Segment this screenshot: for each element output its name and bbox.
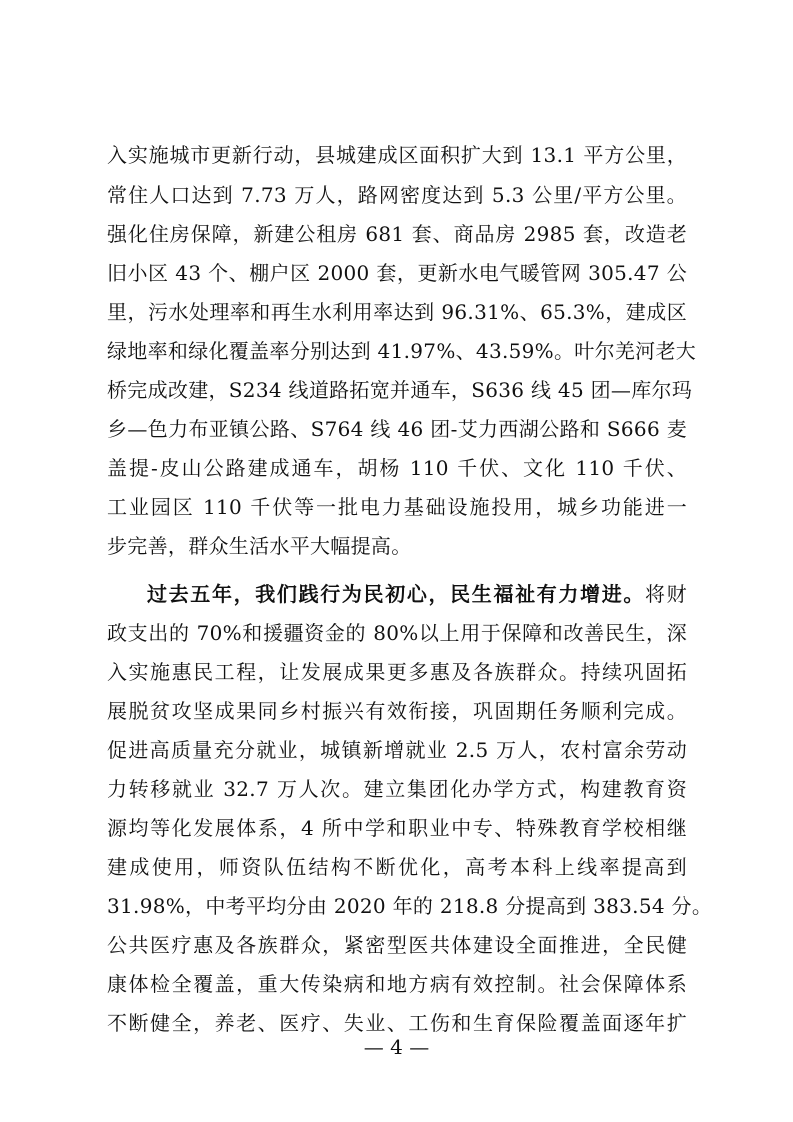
paragraph-line: 步完善，群众生活水平大幅提高。 [107,534,412,558]
paragraph-line: 旧小区 43 个、棚户区 2000 套，更新水电气暖管网 305.47 公 [107,261,687,285]
paragraph-heading: 过去五年，我们践行为民初心，民生福祉有力增进。 [147,582,646,606]
paragraph-line: 常住人口达到 7.73 万人，路网密度达到 5.3 公里/平方公里。 [107,183,687,207]
paragraph-line: 乡—色力布亚镇公路、S764 线 46 团-艾力西湖公路和 S666 麦 [107,417,687,441]
paragraph-line: 31.98%，中考平均分由 2020 年的 218.8 分提高到 383.54 分。 [107,894,713,918]
paragraph-line: 康体检全覆盖，重大传染病和地方病有效控制。社会保障体系 [107,972,687,996]
paragraph-line: 盖提-皮山公路建成通车，胡杨 110 千伏、文化 110 千伏、 [107,456,687,480]
paragraph-line: 力转移就业 32.7 万人次。建立集团化办学方式，构建教育资 [107,777,687,801]
page-number: — 4 — [363,1035,430,1059]
paragraph-line: 政支出的 70%和援疆资金的 80%以上用于保障和改善民生，深 [107,621,687,645]
paragraph-line: 入实施城市更新行动，县城建成区面积扩大到 13.1 平方公里， [107,143,687,167]
paragraph-line: 工业园区 110 千伏等一批电力基础设施投用，城乡功能进一 [107,495,687,519]
paragraph-line: 入实施惠民工程，让发展成果更多惠及各族群众。持续巩固拓 [107,660,687,684]
paragraph-line: 展脱贫攻坚成果同乡村振兴有效衔接，巩固期任务顺利完成。 [107,699,687,723]
paragraph-line: 桥完成改建，S234 线道路拓宽并通车，S636 线 45 团—库尔玛 [107,378,693,402]
paragraph-line: 促进高质量充分就业，城镇新增就业 2.5 万人，农村富余劳动 [107,738,687,762]
paragraph-line: 源均等化发展体系，4 所中学和职业中专、特殊教育学校相继 [107,816,687,840]
paragraph-line: 绿地率和绿化覆盖率分别达到 41.97%、43.59%。叶尔羌河老大 [107,339,697,363]
paragraph-line: 里，污水处理率和再生水利用率达到 96.31%、65.3%，建成区 [107,300,687,324]
paragraph-first-line [147,579,687,609]
paragraph-line: 建成使用，师资队伍结构不断优化，高考本科上线率提高到 [107,855,687,879]
paragraph-first-line-rest: 将财 [645,582,687,606]
paragraph-line: 不断健全，养老、医疗、失业、工伤和生育保险覆盖面逐年扩 [107,1011,687,1035]
paragraph-line: 公共医疗惠及各族群众，紧密型医共体建设全面推进，全民健 [107,933,687,957]
paragraph-line: 强化住房保障，新建公租房 681 套、商品房 2985 套，改造老 [107,222,687,246]
